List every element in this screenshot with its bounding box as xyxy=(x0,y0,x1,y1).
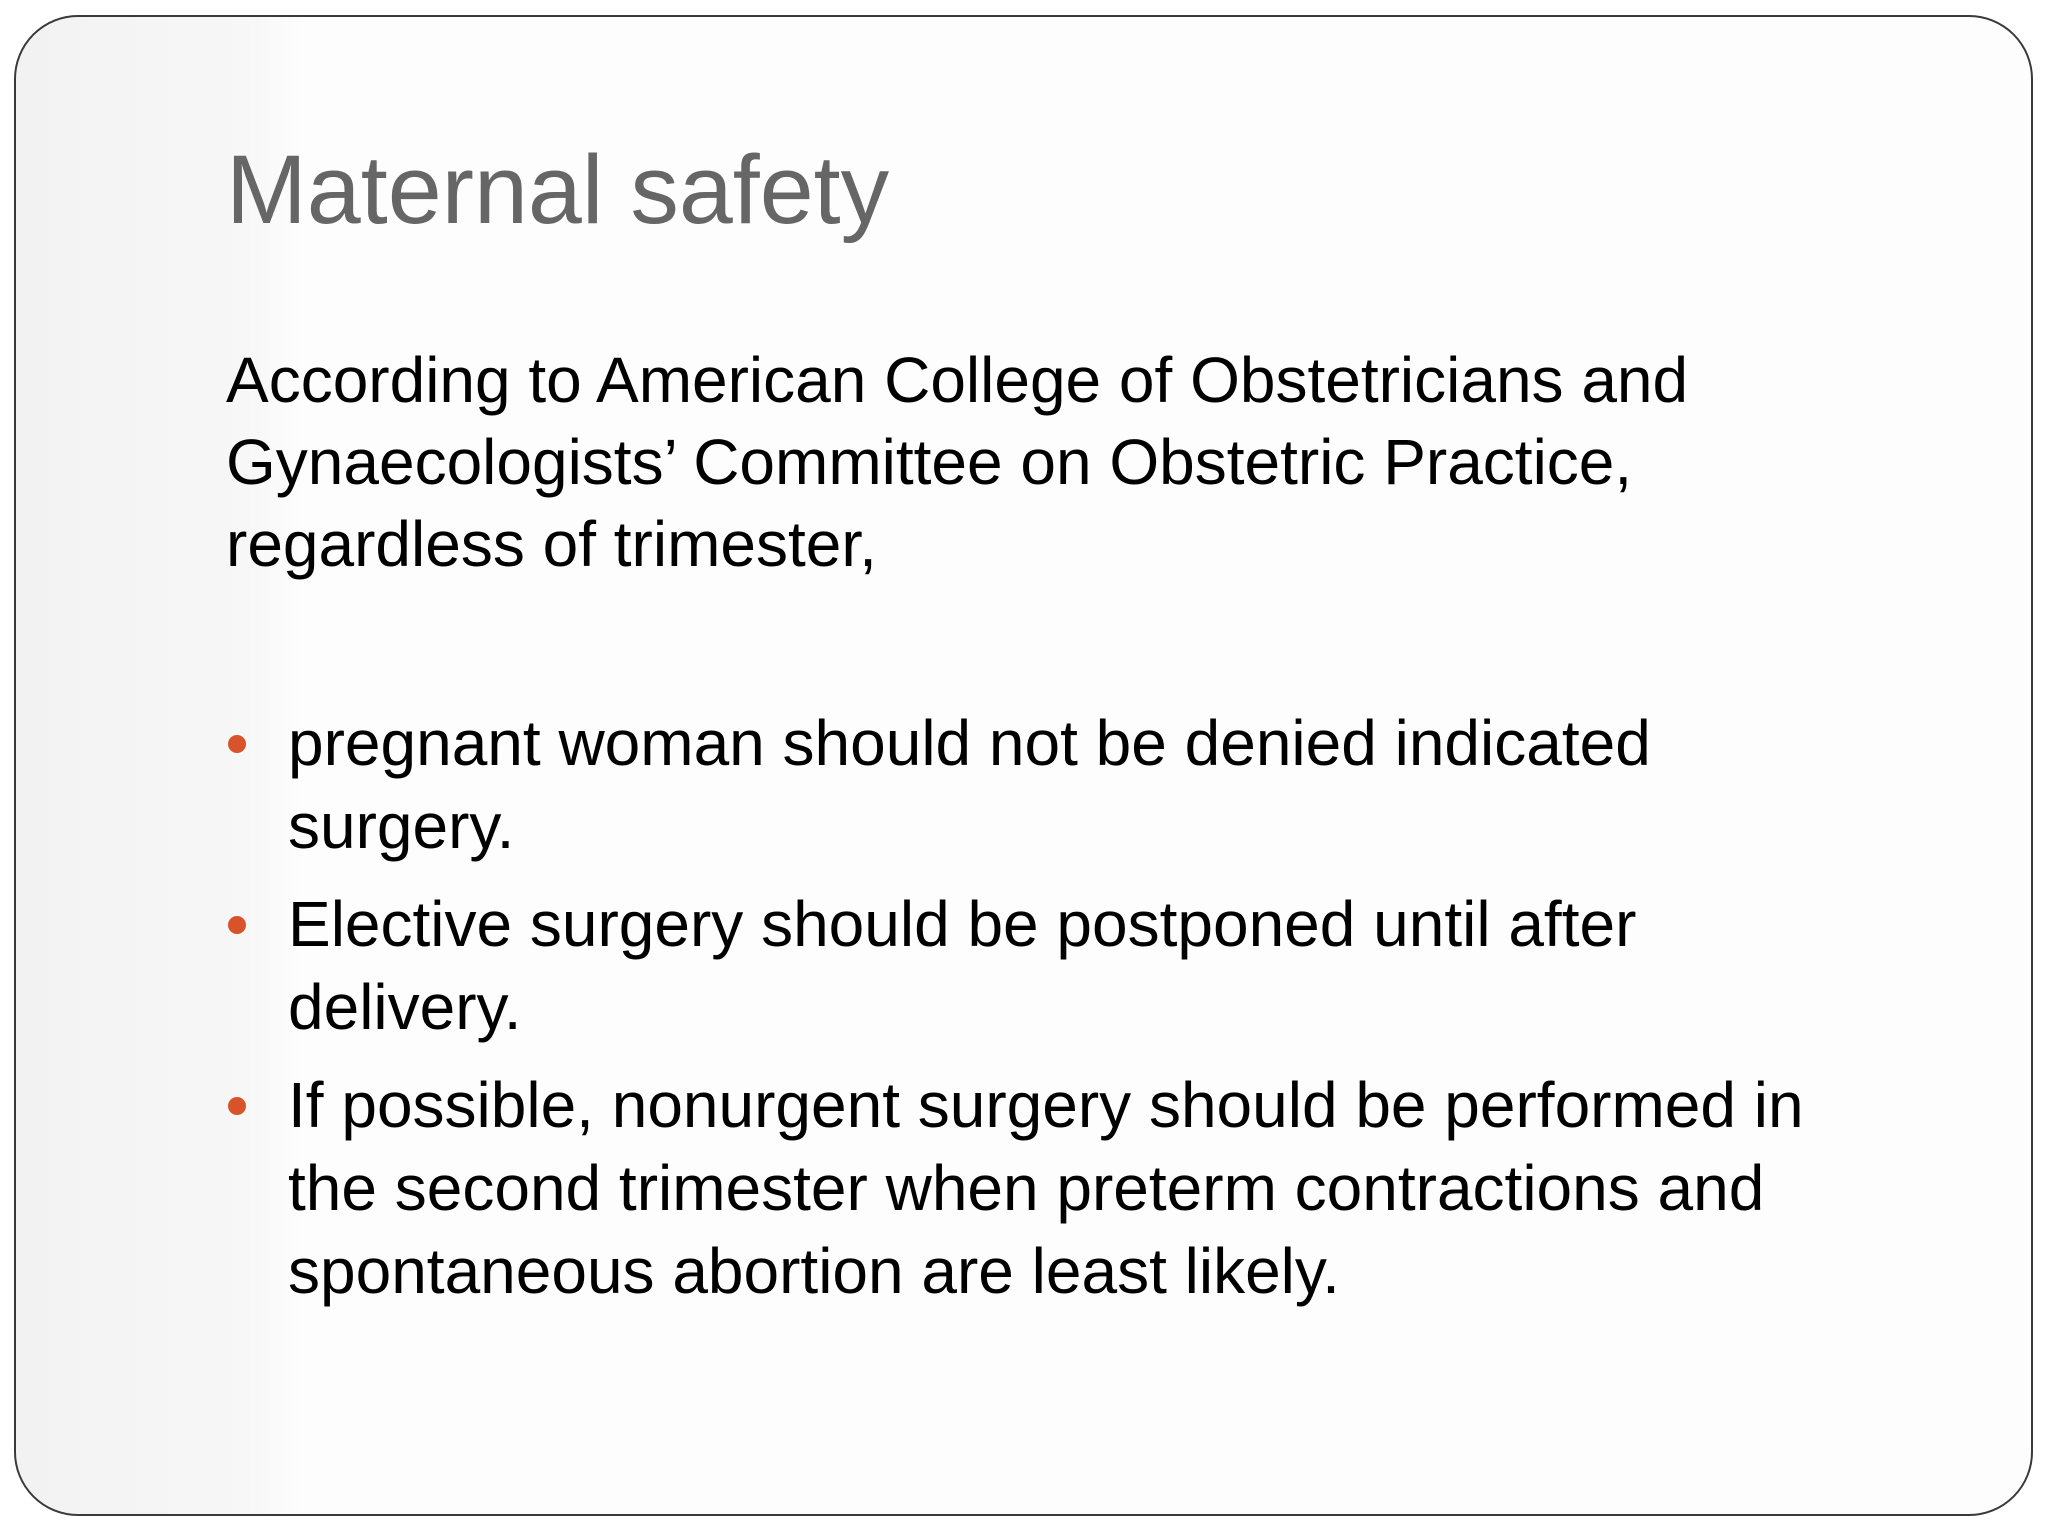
bullet-line: spontaneous abortion are least likely. xyxy=(288,1235,1340,1307)
bullet-line: If possible, nonurgent surgery should be performed in xyxy=(288,1069,1804,1141)
bullet-line: pregnant woman should not be denied indicated xyxy=(288,707,1651,779)
bullet-line: Elective surgery should be postponed until after xyxy=(288,888,1637,960)
intro-line: Gynaecologists’ Committee on Obstetric Practice, xyxy=(226,426,1633,498)
intro-line: regardless of trimester, xyxy=(226,508,877,580)
bullet-line: delivery. xyxy=(288,971,522,1043)
bullet-line: surgery. xyxy=(288,790,515,862)
bullet-item xyxy=(226,702,1926,868)
intro-paragraph xyxy=(226,339,1988,585)
bullet-dot-icon xyxy=(228,1097,246,1115)
bullet-dot-icon xyxy=(228,916,246,934)
bullet-item xyxy=(226,1064,1926,1313)
intro-line: According to American College of Obstetricians and xyxy=(226,344,1689,416)
bullet-line: the second trimester when preterm contractions and xyxy=(288,1152,1765,1224)
slide-title: Maternal safety xyxy=(226,135,890,244)
bullet-list xyxy=(226,702,1926,1328)
bullet-item xyxy=(226,883,1926,1049)
bullet-dot-icon xyxy=(228,735,246,753)
